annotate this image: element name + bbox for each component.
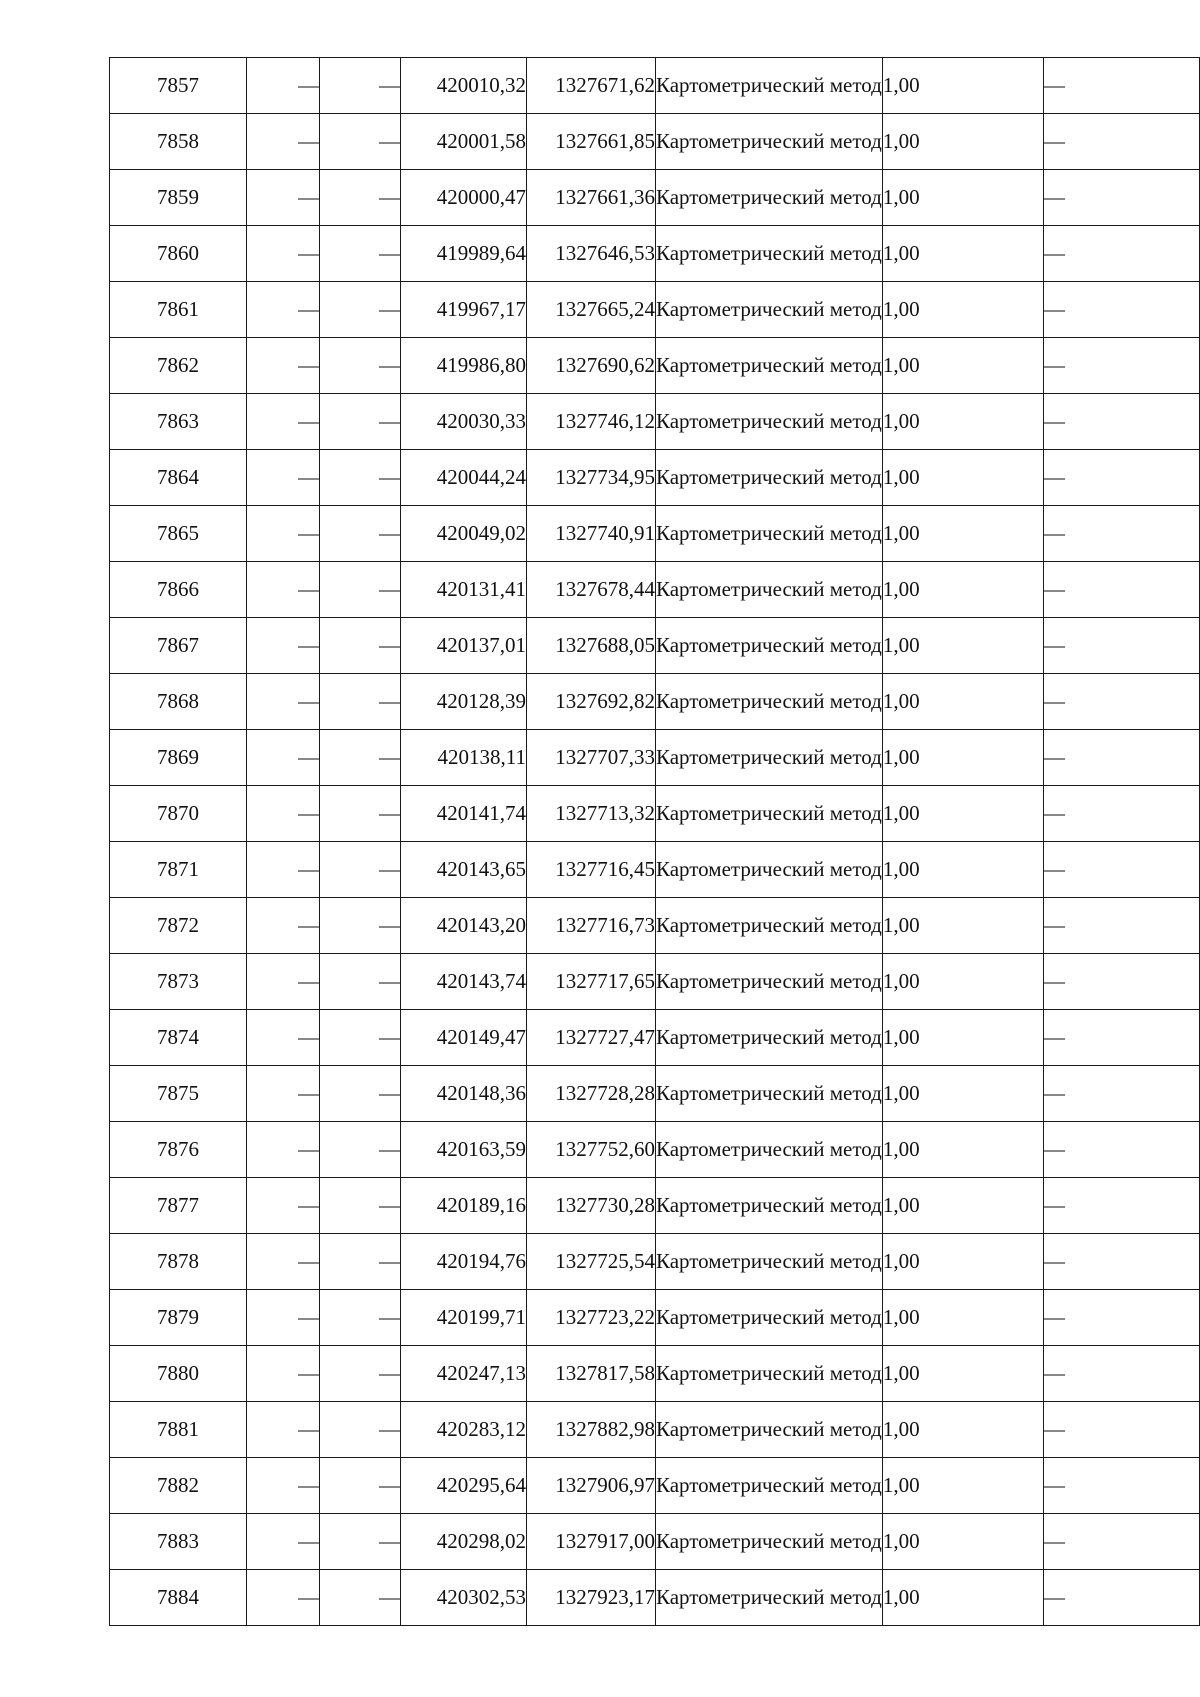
empty-value-cell: — [247,58,320,114]
point-number-cell: 7882 [110,1458,247,1514]
empty-value-cell: — [320,786,401,842]
method-cell: Картометрический метод [656,450,883,506]
coordinate-y-cell: 1327707,33 [527,730,656,786]
method-cell: Картометрический метод [656,1066,883,1122]
point-number-cell: 7880 [110,1346,247,1402]
method-cell: Картометрический метод [656,282,883,338]
empty-value-cell: — [247,394,320,450]
precision-cell: 1,00 [882,730,1043,786]
precision-cell: 1,00 [882,898,1043,954]
table-row [110,1010,1200,1066]
empty-value-cell: — [320,170,401,226]
empty-value-cell: — [320,898,401,954]
point-number-cell: 7866 [110,562,247,618]
note-cell: — [1043,114,1199,170]
table-row [110,1178,1200,1234]
coordinate-y-cell: 1327917,00 [527,1514,656,1570]
point-number-cell: 7858 [110,114,247,170]
coordinate-x-cell: 420283,12 [401,1402,527,1458]
empty-value-cell: — [320,1458,401,1514]
method-cell: Картометрический метод [656,58,883,114]
point-number-cell: 7874 [110,1010,247,1066]
note-cell: — [1043,1402,1199,1458]
precision-cell: 1,00 [882,954,1043,1010]
precision-cell: 1,00 [882,1010,1043,1066]
empty-value-cell: — [320,1234,401,1290]
table-row [110,842,1200,898]
coordinate-y-cell: 1327671,62 [527,58,656,114]
coordinates-table-body [110,58,1200,1626]
coordinate-y-cell: 1327723,22 [527,1290,656,1346]
precision-cell: 1,00 [882,842,1043,898]
coordinate-y-cell: 1327661,36 [527,170,656,226]
coordinate-x-cell: 420131,41 [401,562,527,618]
method-cell: Картометрический метод [656,674,883,730]
note-cell: — [1043,1290,1199,1346]
coordinate-y-cell: 1327661,85 [527,114,656,170]
coordinate-x-cell: 420149,47 [401,1010,527,1066]
note-cell: — [1043,1514,1199,1570]
method-cell: Картометрический метод [656,1010,883,1066]
table-row [110,338,1200,394]
note-cell: — [1043,842,1199,898]
coordinate-x-cell: 420044,24 [401,450,527,506]
note-cell: — [1043,58,1199,114]
point-number-cell: 7873 [110,954,247,1010]
empty-value-cell: — [320,618,401,674]
empty-value-cell: — [320,1290,401,1346]
note-cell: — [1043,338,1199,394]
empty-value-cell: — [247,1066,320,1122]
table-row [110,282,1200,338]
empty-value-cell: — [247,506,320,562]
precision-cell: 1,00 [882,1178,1043,1234]
empty-value-cell: — [247,338,320,394]
method-cell: Картометрический метод [656,226,883,282]
note-cell: — [1043,1122,1199,1178]
method-cell: Картометрический метод [656,114,883,170]
empty-value-cell: — [320,1010,401,1066]
precision-cell: 1,00 [882,170,1043,226]
point-number-cell: 7871 [110,842,247,898]
method-cell: Картометрический метод [656,1122,883,1178]
table-row [110,226,1200,282]
note-cell: — [1043,898,1199,954]
coordinate-y-cell: 1327688,05 [527,618,656,674]
point-number-cell: 7862 [110,338,247,394]
empty-value-cell: — [247,282,320,338]
empty-value-cell: — [320,114,401,170]
method-cell: Картометрический метод [656,562,883,618]
method-cell: Картометрический метод [656,1458,883,1514]
table-row [110,114,1200,170]
empty-value-cell: — [320,1402,401,1458]
table-row [110,786,1200,842]
empty-value-cell: — [247,226,320,282]
empty-value-cell: — [247,1458,320,1514]
empty-value-cell: — [320,450,401,506]
coordinate-x-cell: 420194,76 [401,1234,527,1290]
coordinate-y-cell: 1327730,28 [527,1178,656,1234]
precision-cell: 1,00 [882,1122,1043,1178]
empty-value-cell: — [247,1346,320,1402]
coordinate-y-cell: 1327665,24 [527,282,656,338]
table-row [110,1514,1200,1570]
coordinates-table [109,57,1200,1626]
empty-value-cell: — [320,58,401,114]
point-number-cell: 7864 [110,450,247,506]
coordinate-x-cell: 420199,71 [401,1290,527,1346]
table-row [110,1234,1200,1290]
coordinate-x-cell: 420137,01 [401,618,527,674]
coordinate-x-cell: 419986,80 [401,338,527,394]
empty-value-cell: — [320,282,401,338]
precision-cell: 1,00 [882,1402,1043,1458]
empty-value-cell: — [320,1346,401,1402]
coordinate-y-cell: 1327740,91 [527,506,656,562]
coordinate-x-cell: 420141,74 [401,786,527,842]
coordinate-y-cell: 1327678,44 [527,562,656,618]
method-cell: Картометрический метод [656,1402,883,1458]
note-cell: — [1043,674,1199,730]
precision-cell: 1,00 [882,1290,1043,1346]
empty-value-cell: — [247,114,320,170]
method-cell: Картометрический метод [656,394,883,450]
precision-cell: 1,00 [882,1458,1043,1514]
coordinate-x-cell: 420295,64 [401,1458,527,1514]
empty-value-cell: — [320,1570,401,1626]
coordinate-x-cell: 420148,36 [401,1066,527,1122]
coordinate-y-cell: 1327923,17 [527,1570,656,1626]
note-cell: — [1043,954,1199,1010]
table-row [110,1066,1200,1122]
method-cell: Картометрический метод [656,1570,883,1626]
point-number-cell: 7877 [110,1178,247,1234]
point-number-cell: 7863 [110,394,247,450]
table-row [110,1122,1200,1178]
table-row [110,58,1200,114]
empty-value-cell: — [320,562,401,618]
point-number-cell: 7878 [110,1234,247,1290]
precision-cell: 1,00 [882,562,1043,618]
coordinate-x-cell: 420143,74 [401,954,527,1010]
coordinate-x-cell: 420000,47 [401,170,527,226]
coordinate-x-cell: 420189,16 [401,1178,527,1234]
coordinate-x-cell: 419989,64 [401,226,527,282]
coordinate-x-cell: 420143,65 [401,842,527,898]
method-cell: Картометрический метод [656,170,883,226]
precision-cell: 1,00 [882,1066,1043,1122]
method-cell: Картометрический метод [656,1234,883,1290]
note-cell: — [1043,506,1199,562]
empty-value-cell: — [320,730,401,786]
note-cell: — [1043,1178,1199,1234]
coordinate-x-cell: 420163,59 [401,1122,527,1178]
table-row [110,170,1200,226]
table-row [110,1346,1200,1402]
note-cell: — [1043,562,1199,618]
table-row [110,562,1200,618]
coordinate-y-cell: 1327906,97 [527,1458,656,1514]
method-cell: Картометрический метод [656,338,883,394]
point-number-cell: 7876 [110,1122,247,1178]
note-cell: — [1043,786,1199,842]
empty-value-cell: — [247,842,320,898]
coordinate-x-cell: 420128,39 [401,674,527,730]
empty-value-cell: — [247,1122,320,1178]
empty-value-cell: — [320,674,401,730]
precision-cell: 1,00 [882,58,1043,114]
empty-value-cell: — [320,1178,401,1234]
precision-cell: 1,00 [882,618,1043,674]
coordinate-x-cell: 420298,02 [401,1514,527,1570]
coordinate-x-cell: 420138,11 [401,730,527,786]
method-cell: Картометрический метод [656,730,883,786]
empty-value-cell: — [247,562,320,618]
table-row [110,1402,1200,1458]
coordinate-y-cell: 1327882,98 [527,1402,656,1458]
coordinate-y-cell: 1327713,32 [527,786,656,842]
method-cell: Картометрический метод [656,954,883,1010]
coordinate-y-cell: 1327716,45 [527,842,656,898]
empty-value-cell: — [247,1402,320,1458]
point-number-cell: 7879 [110,1290,247,1346]
note-cell: — [1043,1458,1199,1514]
point-number-cell: 7857 [110,58,247,114]
note-cell: — [1043,730,1199,786]
empty-value-cell: — [247,730,320,786]
point-number-cell: 7861 [110,282,247,338]
coordinate-y-cell: 1327752,60 [527,1122,656,1178]
precision-cell: 1,00 [882,1346,1043,1402]
table-row [110,898,1200,954]
empty-value-cell: — [247,1570,320,1626]
method-cell: Картометрический метод [656,506,883,562]
coordinate-y-cell: 1327728,28 [527,1066,656,1122]
point-number-cell: 7875 [110,1066,247,1122]
table-row [110,618,1200,674]
empty-value-cell: — [247,170,320,226]
empty-value-cell: — [247,786,320,842]
empty-value-cell: — [320,506,401,562]
coordinate-y-cell: 1327716,73 [527,898,656,954]
coordinate-y-cell: 1327692,82 [527,674,656,730]
empty-value-cell: — [247,1178,320,1234]
method-cell: Картометрический метод [656,898,883,954]
point-number-cell: 7870 [110,786,247,842]
empty-value-cell: — [320,1066,401,1122]
precision-cell: 1,00 [882,226,1043,282]
note-cell: — [1043,1346,1199,1402]
coordinate-y-cell: 1327734,95 [527,450,656,506]
precision-cell: 1,00 [882,114,1043,170]
table-row [110,506,1200,562]
empty-value-cell: — [247,1514,320,1570]
table-row [110,394,1200,450]
coordinate-y-cell: 1327717,65 [527,954,656,1010]
precision-cell: 1,00 [882,1234,1043,1290]
method-cell: Картометрический метод [656,1514,883,1570]
coordinate-x-cell: 420247,13 [401,1346,527,1402]
empty-value-cell: — [320,842,401,898]
precision-cell: 1,00 [882,282,1043,338]
empty-value-cell: — [320,954,401,1010]
precision-cell: 1,00 [882,1514,1043,1570]
precision-cell: 1,00 [882,506,1043,562]
coordinate-x-cell: 420010,32 [401,58,527,114]
coordinate-x-cell: 420302,53 [401,1570,527,1626]
empty-value-cell: — [247,1234,320,1290]
table-row [110,1570,1200,1626]
note-cell: — [1043,450,1199,506]
coordinate-y-cell: 1327817,58 [527,1346,656,1402]
point-number-cell: 7883 [110,1514,247,1570]
table-row [110,1290,1200,1346]
precision-cell: 1,00 [882,1570,1043,1626]
empty-value-cell: — [320,1122,401,1178]
coordinate-x-cell: 420143,20 [401,898,527,954]
coordinate-y-cell: 1327725,54 [527,1234,656,1290]
note-cell: — [1043,1570,1199,1626]
coordinate-x-cell: 419967,17 [401,282,527,338]
point-number-cell: 7872 [110,898,247,954]
empty-value-cell: — [247,898,320,954]
method-cell: Картометрический метод [656,842,883,898]
coordinate-y-cell: 1327727,47 [527,1010,656,1066]
empty-value-cell: — [247,1290,320,1346]
table-row [110,450,1200,506]
point-number-cell: 7868 [110,674,247,730]
method-cell: Картометрический метод [656,786,883,842]
coordinate-x-cell: 420030,33 [401,394,527,450]
empty-value-cell: — [247,674,320,730]
note-cell: — [1043,226,1199,282]
precision-cell: 1,00 [882,674,1043,730]
point-number-cell: 7867 [110,618,247,674]
empty-value-cell: — [247,618,320,674]
coordinate-y-cell: 1327746,12 [527,394,656,450]
table-row [110,730,1200,786]
precision-cell: 1,00 [882,450,1043,506]
note-cell: — [1043,282,1199,338]
empty-value-cell: — [247,1010,320,1066]
coordinate-x-cell: 420049,02 [401,506,527,562]
precision-cell: 1,00 [882,786,1043,842]
empty-value-cell: — [247,450,320,506]
note-cell: — [1043,1066,1199,1122]
note-cell: — [1043,394,1199,450]
coordinate-y-cell: 1327646,53 [527,226,656,282]
coordinate-x-cell: 420001,58 [401,114,527,170]
note-cell: — [1043,1010,1199,1066]
precision-cell: 1,00 [882,394,1043,450]
point-number-cell: 7860 [110,226,247,282]
table-row [110,674,1200,730]
empty-value-cell: — [247,954,320,1010]
method-cell: Картометрический метод [656,618,883,674]
note-cell: — [1043,1234,1199,1290]
method-cell: Картометрический метод [656,1290,883,1346]
note-cell: — [1043,170,1199,226]
method-cell: Картометрический метод [656,1178,883,1234]
point-number-cell: 7881 [110,1402,247,1458]
empty-value-cell: — [320,226,401,282]
point-number-cell: 7884 [110,1570,247,1626]
method-cell: Картометрический метод [656,1346,883,1402]
precision-cell: 1,00 [882,338,1043,394]
empty-value-cell: — [320,1514,401,1570]
empty-value-cell: — [320,338,401,394]
table-row [110,1458,1200,1514]
point-number-cell: 7859 [110,170,247,226]
point-number-cell: 7869 [110,730,247,786]
table-row [110,954,1200,1010]
point-number-cell: 7865 [110,506,247,562]
note-cell: — [1043,618,1199,674]
coordinate-y-cell: 1327690,62 [527,338,656,394]
empty-value-cell: — [320,394,401,450]
